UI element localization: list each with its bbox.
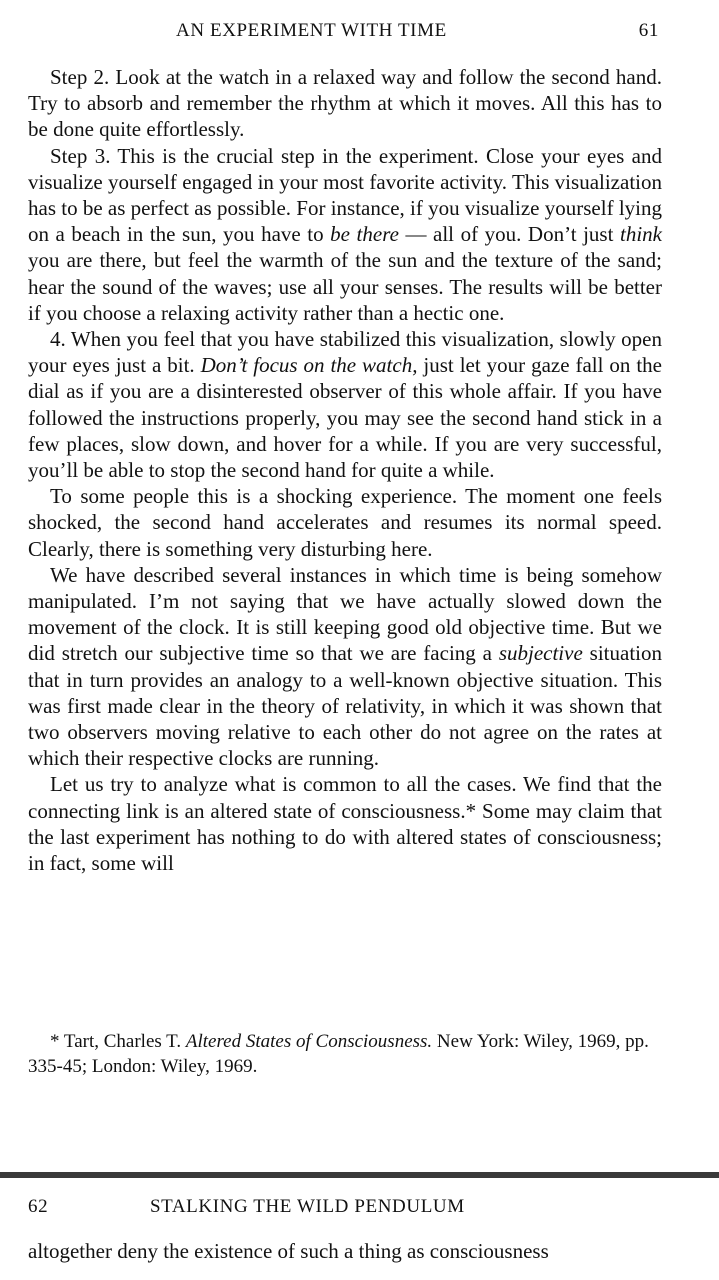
step-3-text-a: Step 3. This is the crucial step in the experiment. Close your eyes and visualize yourself engaged in your most favorite activity. This visualization has to be as perfect as possible. For instance, if you visualize yourself lying on a beach in the sun, you have to [28,143,662,247]
footnote-author: Tart, Charles T. [63,1031,182,1052]
paragraph-step-3: Step 3. This is the crucial step in the experiment. Close your eyes and visualize yourself engaged in your most favorite activity. This visualization has to be as perfect as possible. For instance, if you visualize yourself lying on a beach in the sun, you have to be there — all of you. Don’t just think you are there, but feel the warmth of the sun and the texture of the sand; hear the sound of the waves; use all your senses. The results will be better if you choose a relaxing activity rather than a hectic one. [28,143,662,325]
page-62 [0,1178,719,1280]
paragraph-step-4: 4. When you feel that you have stabilized this visualization, slowly open your eyes just a bit. Don’t focus on the watch, just let your gaze fall on the dial as if you are a disinterested observer of this whole affair. If you have followed the instructions properly, you may see the second hand stick in a few places, slow down, and hover for a while. If you are very successful, you’ll be able to stop the second hand for quite a while. [28,327,663,483]
footnote-marker: * [50,1031,60,1052]
emphasis-be-there: be there [330,222,399,247]
page-number-62: 62 [28,1196,49,1217]
running-head-title-62: STALKING THE WILD PENDULUM [150,1196,465,1217]
emphasis-subjective: subjective [498,641,583,666]
paragraph-step-2: Step 2. Look at the watch in a relaxed way and follow the second hand. Try to absorb and remember the rhythm at which it moves. All this has to be done quite effortlessly. [28,65,662,142]
emphasis-think: think [620,222,662,247]
running-head-title: AN EXPERIMENT WITH TIME [176,20,447,41]
emphasis-dont-focus: Don’t focus on the watch, [200,353,418,378]
paragraph-analyze: Let us try to analyze what is common to all the cases. We find that the connecting link is an altered state of consciousness.* Some may claim that the last experiment has nothing to do with altered states of consciousness; in fact, some will [28,772,662,876]
paragraph-manipulated: We have described several instances in which time is being somehow manipulated. I’m not saying that we have actually slowed down the movement of the clock. It is still keeping good old objective time. But we did stretch our subjective time so that we are facing a subjective situation that in turn provides an analogy to a well-known objective situation. This was first made clear in the theory of relativity, in which it was shown that two observers moving relative to each other do not agree on the rates at which their respective clocks are running. [28,562,662,771]
body-text [28,64,662,876]
footnote-text [28,1029,668,1079]
footnote-book-title: Altered States of Consciousness. [185,1031,433,1052]
footnote-publication: New York: Wiley, 1969, pp. 335-45; London: Wiley, 1969. [28,1031,649,1077]
footnote [28,1029,668,1079]
running-head [28,20,659,48]
page-number: 61 [638,20,659,41]
page-62-text: altogether deny the existence of such a thing as consciousness [28,1239,549,1263]
paragraph-shocking: To some people this is a shocking experience. The moment one feels shocked, the second hand accelerates and resumes its normal speed. Clearly, there is something very disturbing here. [28,484,662,561]
